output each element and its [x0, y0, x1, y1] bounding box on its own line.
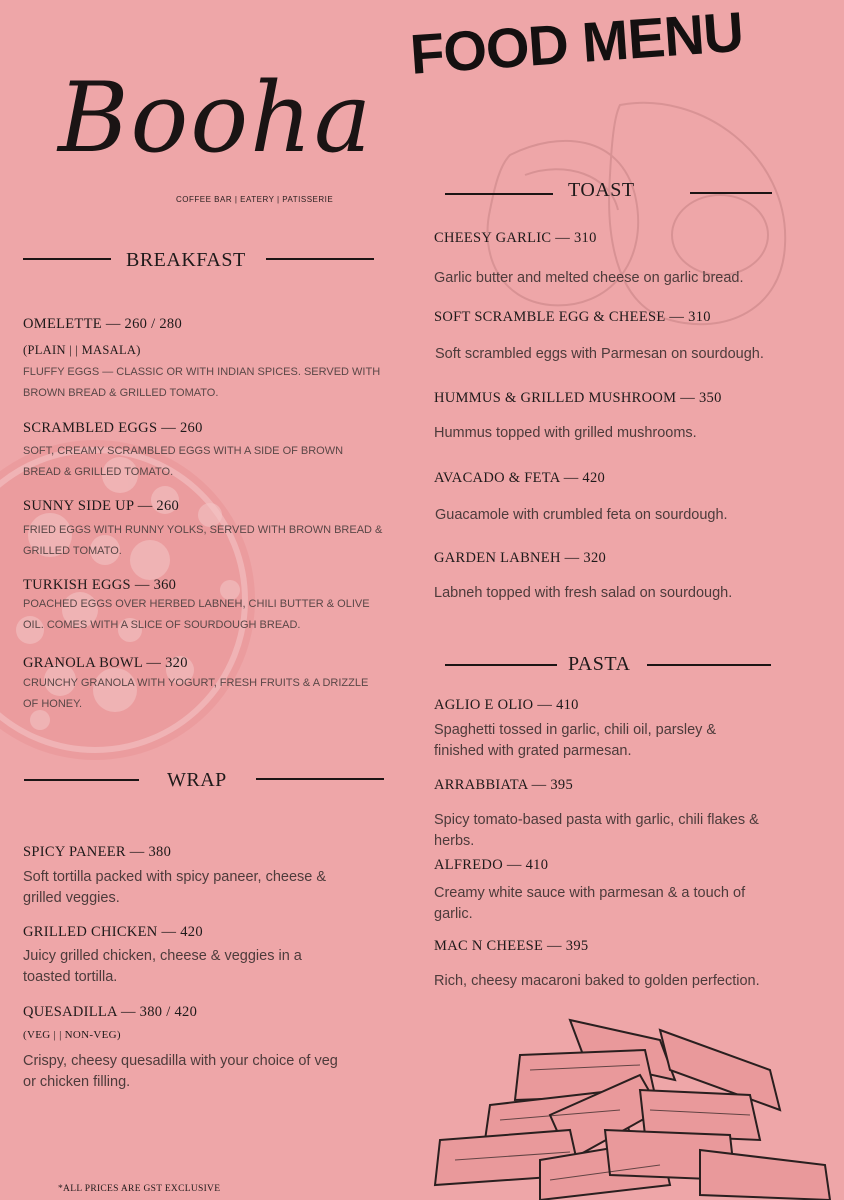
menu-item-title: ALFREDO — 410 — [434, 857, 549, 873]
menu-item-description: Labneh topped with fresh salad on sourdough. — [434, 585, 733, 601]
menu-item-title: HUMMUS & GRILLED MUSHROOM — 350 — [434, 390, 722, 406]
menu-item-title: CHEESY GARLIC — 310 — [434, 230, 597, 246]
menu-item-title: GRILLED CHICKEN — 420 — [23, 924, 203, 940]
menu-item-description: Crispy, cheesy quesadilla with your choice of veg or chicken filling. — [23, 1053, 338, 1090]
menu-item-variant: (VEG | | NON-VEG) — [23, 1029, 121, 1041]
menu-item-title: OMELETTE — 260 / 280 — [23, 316, 183, 332]
menu-item-title: SPICY PANEER — 380 — [23, 844, 172, 860]
menu-item-variant: (PLAIN | | MASALA) — [23, 343, 141, 357]
menu-item-description: Garlic butter and melted cheese on garlic bread. — [434, 270, 744, 286]
toast-heading: TOAST — [568, 179, 635, 201]
menu-item-description: Guacamole with crumbled feta on sourdough. — [435, 507, 728, 523]
breakfast-heading: BREAKFAST — [126, 249, 246, 271]
menu-item-title: GARDEN LABNEH — 320 — [434, 550, 607, 566]
menu-item-description: Rich, cheesy macaroni baked to golden perfection. — [434, 973, 760, 989]
menu-item-title: MAC N CHEESE — 395 — [434, 938, 589, 954]
wrap-heading: WRAP — [167, 769, 227, 791]
menu-item-description: Soft scrambled eggs with Parmesan on sourdough. — [435, 346, 764, 362]
menu-item-description: FLUFFY EGGS — CLASSIC OR WITH INDIAN SPICES. SERVED WITH BROWN BREAD & GRILLED TOMATO. — [23, 366, 381, 399]
menu-item-description: FRIED EGGS WITH RUNNY YOLKS, SERVED WITH BROWN BREAD & GRILLED TOMATO. — [23, 524, 383, 557]
menu-item-title: TURKISH EGGS — 360 — [23, 577, 177, 593]
pasta-divider-left — [445, 664, 557, 666]
menu-item-title: AVACADO & FETA — 420 — [434, 470, 606, 486]
menu-item-description: POACHED EGGS OVER HERBED LABNEH, CHILI BUTTER & OLIVE OIL. COMES WITH A SLICE OF SOURDOUGH BREAD. — [23, 598, 370, 631]
menu-item-title: SOFT SCRAMBLE EGG & CHEESE — 310 — [434, 309, 711, 325]
wrap-divider-right — [256, 778, 384, 780]
menu-item-description: Creamy white sauce with parmesan & a touch of garlic. — [434, 885, 746, 922]
brand-logo: Booha — [58, 62, 374, 174]
price-footnote: *ALL PRICES ARE GST EXCLUSIVE — [58, 1184, 221, 1194]
menu-item-title: ARRABBIATA — 395 — [434, 777, 573, 793]
menu-item-title: SUNNY SIDE UP — 260 — [23, 498, 180, 514]
brand-tagline: COFFEE BAR | EATERY | PATISSERIE — [176, 195, 334, 204]
breakfast-divider-left — [23, 258, 111, 260]
pasta-divider-right — [647, 664, 771, 666]
menu-item-description: Spaghetti tossed in garlic, chili oil, parsley & finished with grated parmesan. — [434, 722, 717, 759]
penne-pasta-illustration — [430, 1010, 844, 1200]
menu-item-title: QUESADILLA — 380 / 420 — [23, 1004, 198, 1020]
avocado-illustration — [470, 95, 800, 335]
menu-item-description: Hummus topped with grilled mushrooms. — [434, 425, 697, 441]
toast-divider-left — [445, 193, 553, 195]
menu-item-description: Juicy grilled chicken, cheese & veggies in a toasted tortilla. — [23, 948, 302, 985]
menu-item-title: SCRAMBLED EGGS — 260 — [23, 420, 203, 436]
breakfast-divider-right — [266, 258, 374, 260]
menu-title: FOOD MENU — [408, 0, 745, 86]
pasta-heading: PASTA — [568, 653, 631, 675]
menu-item-title: AGLIO E OLIO — 410 — [434, 697, 579, 713]
menu-item-description: CRUNCHY GRANOLA WITH YOGURT, FRESH FRUITS & A DRIZZLE OF HONEY. — [23, 677, 369, 710]
toast-divider-right — [690, 192, 772, 194]
menu-item-description: SOFT, CREAMY SCRAMBLED EGGS WITH A SIDE OF BROWN BREAD & GRILLED TOMATO. — [23, 445, 344, 478]
menu-item-title: GRANOLA BOWL — 320 — [23, 655, 188, 671]
menu-item-description: Spicy tomato-based pasta with garlic, chili flakes & herbs. — [434, 812, 759, 849]
wrap-divider-left — [24, 779, 139, 781]
menu-item-description: Soft tortilla packed with spicy paneer, cheese & grilled veggies. — [23, 869, 327, 906]
